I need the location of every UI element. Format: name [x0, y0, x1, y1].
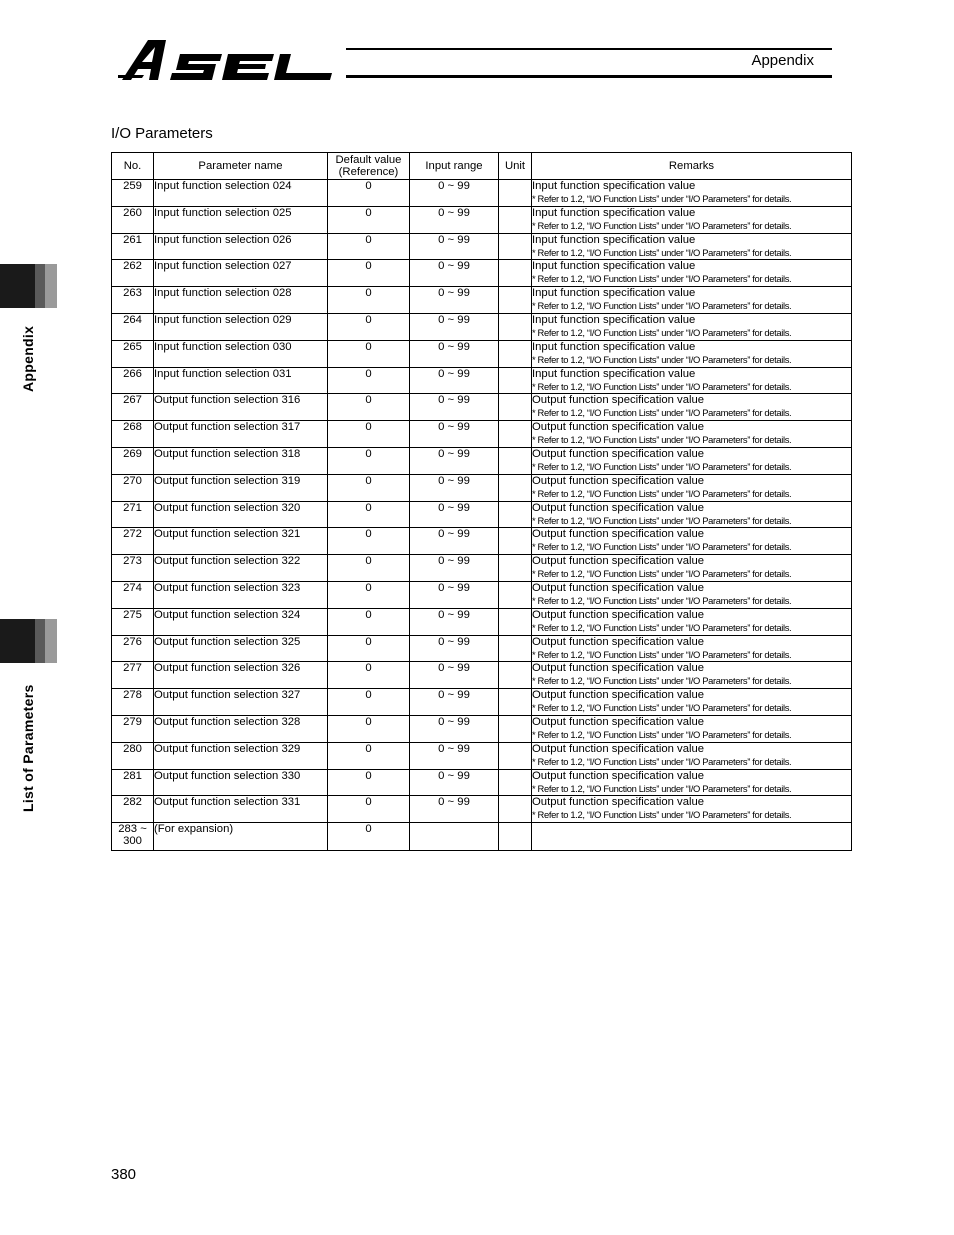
cell-remarks — [532, 528, 852, 555]
remark-note: * Refer to 1.2, “I/O Function Lists” under “I/O Parameters” for details. — [532, 675, 792, 687]
cell-remarks — [532, 447, 852, 474]
cell-default: 0 — [328, 340, 410, 367]
cell-input-range: 0 ~ 99 — [410, 474, 499, 501]
cell-remarks — [532, 742, 852, 769]
cell-no-line2: 300 — [123, 835, 142, 848]
cell-unit — [499, 394, 532, 421]
cell-no: 265 — [112, 340, 154, 367]
cell-input-range: 0 ~ 99 — [410, 260, 499, 287]
cell-unit — [499, 180, 532, 207]
cell-parameter-name: Output function selection 323 — [154, 581, 328, 608]
remark-text: Input function specification value — [532, 340, 696, 353]
cell-input-range: 0 ~ 99 — [410, 367, 499, 394]
cell-unit — [499, 447, 532, 474]
remark-note: * Refer to 1.2, “I/O Function Lists” under “I/O Parameters” for details. — [532, 568, 792, 580]
cell-unit — [499, 367, 532, 394]
header-remarks: Remarks — [532, 153, 852, 180]
cell-default: 0 — [328, 394, 410, 421]
table-row — [112, 769, 852, 796]
cell-remarks — [532, 180, 852, 207]
remark-note: * Refer to 1.2, “I/O Function Lists” under “I/O Parameters” for details. — [532, 487, 792, 499]
cell-unit — [499, 662, 532, 689]
cell-no: 282 — [112, 796, 154, 823]
cell-default: 0 — [328, 501, 410, 528]
section-title: I/O Parameters — [111, 125, 213, 142]
table-row — [112, 555, 852, 582]
cell-default: 0 — [328, 421, 410, 448]
cell-input-range: 0 ~ 99 — [410, 635, 499, 662]
cell-default: 0 — [328, 260, 410, 287]
cell-parameter-name: Output function selection 322 — [154, 555, 328, 582]
cell-no: 280 — [112, 742, 154, 769]
cell-no — [112, 823, 154, 851]
cell-unit — [499, 769, 532, 796]
cell-unit — [499, 581, 532, 608]
cell-remarks — [532, 367, 852, 394]
cell-unit — [499, 742, 532, 769]
remark-text: Input function specification value — [532, 313, 696, 326]
cell-input-range — [410, 823, 499, 851]
cell-default: 0 — [328, 447, 410, 474]
cell-default: 0 — [328, 635, 410, 662]
remark-text: Input function specification value — [532, 180, 696, 192]
cell-remarks — [532, 689, 852, 716]
cell-no: 267 — [112, 394, 154, 421]
cell-no: 271 — [112, 501, 154, 528]
remark-text: Input function specification value — [532, 367, 696, 380]
remark-text: Input function specification value — [532, 206, 696, 219]
table-row — [112, 313, 852, 340]
cell-parameter-name: Output function selection 319 — [154, 474, 328, 501]
remark-note: * Refer to 1.2, “I/O Function Lists” under “I/O Parameters” for details. — [532, 434, 792, 446]
cell-no: 281 — [112, 769, 154, 796]
cell-no: 262 — [112, 260, 154, 287]
cell-remarks — [532, 287, 852, 314]
remark-text: Input function specification value — [532, 233, 696, 246]
cell-input-range: 0 ~ 99 — [410, 180, 499, 207]
cell-no: 263 — [112, 287, 154, 314]
remark-note: * Refer to 1.2, “I/O Function Lists” under “I/O Parameters” for details. — [532, 621, 792, 633]
cell-parameter-name: Output function selection 317 — [154, 421, 328, 448]
remark-text: Output function specification value — [532, 501, 705, 514]
remark-note: * Refer to 1.2, “I/O Function Lists” under “I/O Parameters” for details. — [532, 246, 792, 258]
cell-unit — [499, 474, 532, 501]
cell-parameter-name: Output function selection 320 — [154, 501, 328, 528]
remark-note: * Refer to 1.2, “I/O Function Lists” under “I/O Parameters” for details. — [532, 407, 792, 419]
table-row — [112, 260, 852, 287]
table-row — [112, 233, 852, 260]
cell-no: 264 — [112, 313, 154, 340]
remark-note: * Refer to 1.2, “I/O Function Lists” under “I/O Parameters” for details. — [532, 326, 792, 338]
table-row — [112, 528, 852, 555]
cell-no: 273 — [112, 555, 154, 582]
cell-default: 0 — [328, 528, 410, 555]
io-parameters-table — [111, 152, 852, 851]
cell-parameter-name: Input function selection 031 — [154, 367, 328, 394]
cell-no: 275 — [112, 608, 154, 635]
table-row — [112, 394, 852, 421]
cell-input-range: 0 ~ 99 — [410, 287, 499, 314]
cell-no: 272 — [112, 528, 154, 555]
cell-default: 0 — [328, 742, 410, 769]
cell-input-range: 0 ~ 99 — [410, 528, 499, 555]
cell-no: 269 — [112, 447, 154, 474]
asel-logo — [118, 34, 348, 84]
header-parameter-name: Parameter name — [154, 153, 328, 180]
cell-input-range: 0 ~ 99 — [410, 421, 499, 448]
table-row — [112, 715, 852, 742]
table-row — [112, 501, 852, 528]
cell-default: 0 — [328, 474, 410, 501]
remark-text: Output function specification value — [532, 662, 705, 675]
cell-remarks — [532, 715, 852, 742]
header-section-label: Appendix — [751, 52, 814, 69]
cell-no: 261 — [112, 233, 154, 260]
table-row — [112, 340, 852, 367]
cell-parameter-name: Input function selection 024 — [154, 180, 328, 207]
cell-input-range: 0 ~ 99 — [410, 662, 499, 689]
cell-default: 0 — [328, 313, 410, 340]
cell-unit — [499, 206, 532, 233]
cell-input-range: 0 ~ 99 — [410, 769, 499, 796]
cell-remarks — [532, 421, 852, 448]
page-number: 380 — [111, 1166, 137, 1183]
remark-note: * Refer to 1.2, “I/O Function Lists” under “I/O Parameters” for details. — [532, 353, 792, 365]
cell-remarks — [532, 233, 852, 260]
table-row — [112, 421, 852, 448]
table-row — [112, 635, 852, 662]
remark-text: Output function specification value — [532, 689, 705, 702]
cell-parameter-name: Input function selection 030 — [154, 340, 328, 367]
cell-unit — [499, 715, 532, 742]
cell-default: 0 — [328, 608, 410, 635]
cell-input-range: 0 ~ 99 — [410, 581, 499, 608]
remark-text: Input function specification value — [532, 260, 696, 273]
cell-unit — [499, 796, 532, 823]
cell-parameter-name: Output function selection 324 — [154, 608, 328, 635]
remark-note: * Refer to 1.2, “I/O Function Lists” under “I/O Parameters” for details. — [532, 594, 792, 606]
header-input-range: Input range — [410, 153, 499, 180]
table-row-expansion — [112, 823, 852, 851]
cell-default: 0 — [328, 715, 410, 742]
remark-note: * Refer to 1.2, “I/O Function Lists” under “I/O Parameters” for details. — [532, 782, 792, 794]
cell-remarks — [532, 823, 852, 851]
cell-input-range: 0 ~ 99 — [410, 206, 499, 233]
cell-default: 0 — [328, 206, 410, 233]
remark-note: * Refer to 1.2, “I/O Function Lists” under “I/O Parameters” for details. — [532, 219, 792, 231]
cell-remarks — [532, 474, 852, 501]
remark-note: * Refer to 1.2, “I/O Function Lists” under “I/O Parameters” for details. — [532, 728, 792, 740]
remark-note: * Refer to 1.2, “I/O Function Lists” under “I/O Parameters” for details. — [532, 809, 792, 821]
remark-note: * Refer to 1.2, “I/O Function Lists” under “I/O Parameters” for details. — [532, 193, 792, 204]
remark-note: * Refer to 1.2, “I/O Function Lists” under “I/O Parameters” for details. — [532, 514, 792, 526]
cell-input-range: 0 ~ 99 — [410, 233, 499, 260]
header-unit: Unit — [499, 153, 532, 180]
cell-input-range: 0 ~ 99 — [410, 313, 499, 340]
cell-parameter-name: Output function selection 321 — [154, 528, 328, 555]
cell-unit — [499, 608, 532, 635]
cell-remarks — [532, 394, 852, 421]
cell-remarks — [532, 769, 852, 796]
side-tab-appendix — [0, 264, 57, 308]
header-default-value — [328, 153, 410, 180]
cell-unit — [499, 287, 532, 314]
cell-unit — [499, 421, 532, 448]
cell-remarks — [532, 555, 852, 582]
side-label-list-of-parameters: List of Parameters — [20, 684, 36, 812]
cell-no: 278 — [112, 689, 154, 716]
remark-text: Output function specification value — [532, 608, 705, 621]
cell-parameter-name: Output function selection 329 — [154, 742, 328, 769]
remark-note: * Refer to 1.2, “I/O Function Lists” under “I/O Parameters” for details. — [532, 460, 792, 472]
remark-note: * Refer to 1.2, “I/O Function Lists” under “I/O Parameters” for details. — [532, 541, 792, 553]
remark-text: Output function specification value — [532, 555, 705, 568]
cell-parameter-name: Input function selection 026 — [154, 233, 328, 260]
table-row — [112, 287, 852, 314]
table-row — [112, 474, 852, 501]
cell-unit — [499, 260, 532, 287]
cell-input-range: 0 ~ 99 — [410, 555, 499, 582]
cell-remarks — [532, 340, 852, 367]
table-row — [112, 180, 852, 207]
cell-unit — [499, 823, 532, 851]
cell-parameter-name: Output function selection 318 — [154, 447, 328, 474]
cell-default: 0 — [328, 823, 410, 851]
cell-unit — [499, 689, 532, 716]
cell-no: 270 — [112, 474, 154, 501]
side-tab-list-of-parameters — [0, 619, 57, 663]
cell-default: 0 — [328, 796, 410, 823]
cell-unit — [499, 555, 532, 582]
remark-note: * Refer to 1.2, “I/O Function Lists” under “I/O Parameters” for details. — [532, 702, 792, 714]
cell-parameter-name: Output function selection 326 — [154, 662, 328, 689]
header-no: No. — [112, 153, 154, 180]
remark-text: Output function specification value — [532, 742, 705, 755]
table-row — [112, 742, 852, 769]
cell-default: 0 — [328, 367, 410, 394]
cell-input-range: 0 ~ 99 — [410, 394, 499, 421]
cell-remarks — [532, 581, 852, 608]
cell-no: 259 — [112, 180, 154, 207]
cell-parameter-name: Input function selection 025 — [154, 206, 328, 233]
cell-parameter-name: Output function selection 325 — [154, 635, 328, 662]
remark-text: Output function specification value — [532, 528, 705, 541]
cell-remarks — [532, 608, 852, 635]
cell-remarks — [532, 206, 852, 233]
side-label-appendix: Appendix — [20, 325, 36, 392]
cell-parameter-name: (For expansion) — [154, 823, 328, 851]
cell-parameter-name: Input function selection 028 — [154, 287, 328, 314]
table-header-row — [112, 153, 852, 180]
cell-unit — [499, 340, 532, 367]
cell-parameter-name: Input function selection 027 — [154, 260, 328, 287]
remark-text: Output function specification value — [532, 474, 705, 487]
cell-unit — [499, 528, 532, 555]
remark-text: Output function specification value — [532, 421, 705, 434]
cell-input-range: 0 ~ 99 — [410, 689, 499, 716]
cell-parameter-name: Output function selection 331 — [154, 796, 328, 823]
cell-no: 274 — [112, 581, 154, 608]
table-row — [112, 447, 852, 474]
cell-no: 279 — [112, 715, 154, 742]
table-row — [112, 608, 852, 635]
remark-note: * Refer to 1.2, “I/O Function Lists” under “I/O Parameters” for details. — [532, 648, 792, 660]
cell-remarks — [532, 313, 852, 340]
cell-parameter-name: Output function selection 328 — [154, 715, 328, 742]
cell-unit — [499, 233, 532, 260]
remark-text: Output function specification value — [532, 635, 705, 648]
cell-no: 268 — [112, 421, 154, 448]
cell-default: 0 — [328, 689, 410, 716]
remark-text: Input function specification value — [532, 287, 696, 300]
table-row — [112, 206, 852, 233]
cell-parameter-name: Output function selection 316 — [154, 394, 328, 421]
cell-input-range: 0 ~ 99 — [410, 715, 499, 742]
remark-note: * Refer to 1.2, “I/O Function Lists” under “I/O Parameters” for details. — [532, 273, 792, 285]
cell-default: 0 — [328, 555, 410, 582]
cell-default: 0 — [328, 287, 410, 314]
cell-parameter-name: Input function selection 029 — [154, 313, 328, 340]
remark-text: Output function specification value — [532, 769, 705, 782]
cell-no: 260 — [112, 206, 154, 233]
remark-note: * Refer to 1.2, “I/O Function Lists” under “I/O Parameters” for details. — [532, 300, 792, 312]
cell-no: 276 — [112, 635, 154, 662]
cell-no: 266 — [112, 367, 154, 394]
cell-input-range: 0 ~ 99 — [410, 340, 499, 367]
cell-no: 277 — [112, 662, 154, 689]
table-row — [112, 367, 852, 394]
cell-default: 0 — [328, 581, 410, 608]
cell-input-range: 0 ~ 99 — [410, 501, 499, 528]
cell-default: 0 — [328, 233, 410, 260]
remark-text: Output function specification value — [532, 581, 705, 594]
remark-note: * Refer to 1.2, “I/O Function Lists” under “I/O Parameters” for details. — [532, 755, 792, 767]
table-row — [112, 581, 852, 608]
cell-remarks — [532, 796, 852, 823]
cell-default: 0 — [328, 769, 410, 796]
remark-note: * Refer to 1.2, “I/O Function Lists” under “I/O Parameters” for details. — [532, 380, 792, 392]
cell-no-line1: 283 ~ — [118, 823, 147, 836]
cell-remarks — [532, 635, 852, 662]
cell-remarks — [532, 260, 852, 287]
cell-input-range: 0 ~ 99 — [410, 742, 499, 769]
table-row — [112, 796, 852, 823]
cell-unit — [499, 501, 532, 528]
remark-text: Output function specification value — [532, 447, 705, 460]
cell-input-range: 0 ~ 99 — [410, 608, 499, 635]
remark-text: Output function specification value — [532, 394, 705, 407]
cell-remarks — [532, 501, 852, 528]
cell-unit — [499, 635, 532, 662]
cell-default: 0 — [328, 180, 410, 207]
remark-text: Output function specification value — [532, 796, 705, 809]
cell-parameter-name: Output function selection 327 — [154, 689, 328, 716]
cell-input-range: 0 ~ 99 — [410, 447, 499, 474]
cell-parameter-name: Output function selection 330 — [154, 769, 328, 796]
cell-default: 0 — [328, 662, 410, 689]
cell-unit — [499, 313, 532, 340]
cell-input-range: 0 ~ 99 — [410, 796, 499, 823]
header-default-line1: Default value — [335, 154, 402, 166]
table-row — [112, 662, 852, 689]
header-default-line2: (Reference) — [338, 166, 399, 178]
cell-remarks — [532, 662, 852, 689]
table-row — [112, 689, 852, 716]
remark-text: Output function specification value — [532, 715, 705, 728]
